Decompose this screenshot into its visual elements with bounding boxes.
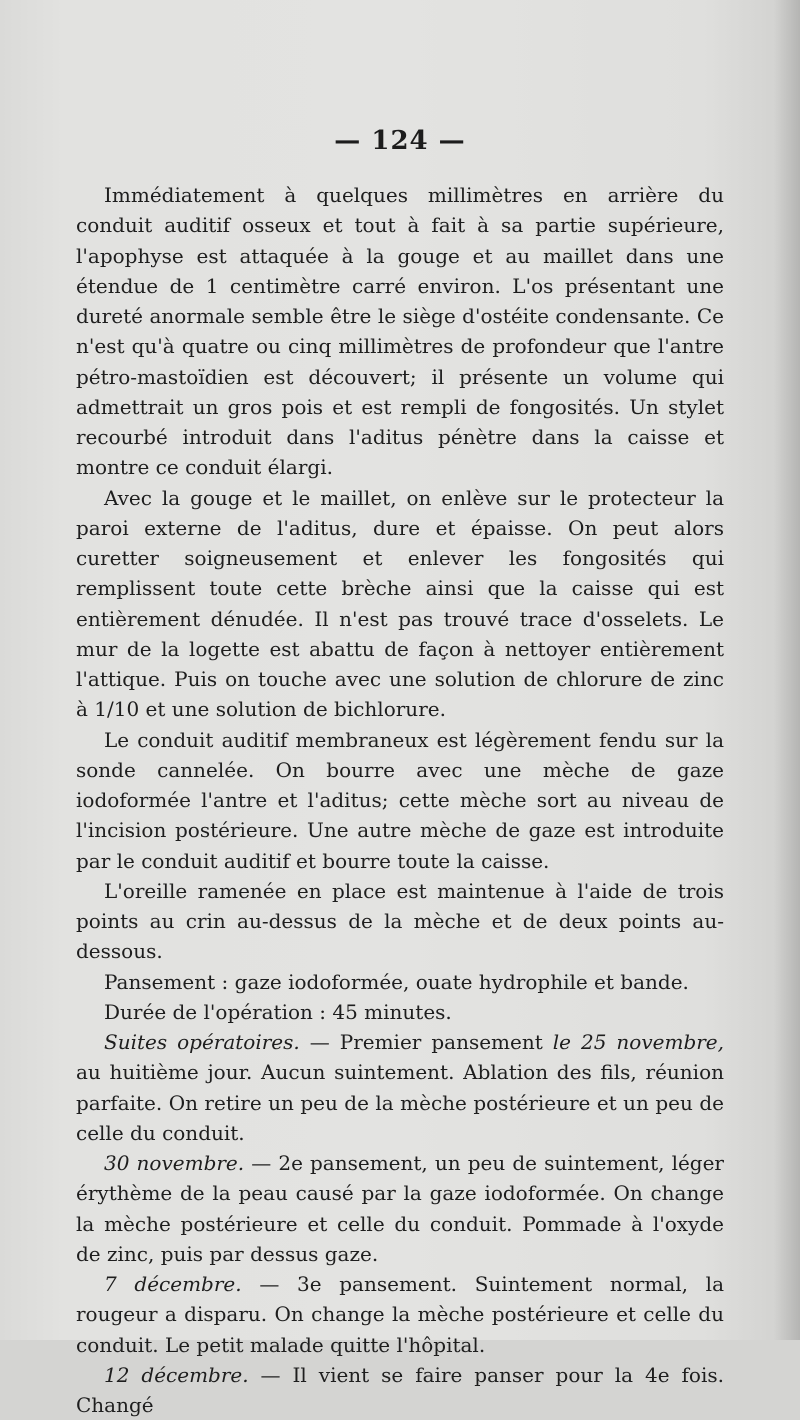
paragraph (76, 1360, 724, 1420)
paragraph-text: — Il vient se faire panser pour la 4e fois. Changé (76, 1362, 724, 1417)
paragraph-text: Le conduit auditif membraneux est légèrement fendu sur la sonde cannelée. On bourre avec une mèche de gaze iodoformée l'antre et l'aditus; cette mèche sort au niveau de l'incision postérieure. Une autre mèche de gaze est introduite par le conduit auditif et bourre toute la caisse. (76, 727, 724, 873)
paragraph (76, 1148, 724, 1269)
paragraph-text: Pansement : gaze iodoformée, ouate hydrophile et bande. (104, 969, 689, 994)
paragraph-text: L'oreille ramenée en place est maintenue à l'aide de trois points au crin au-dessus de la mèche et de deux points au-dessous. (76, 878, 724, 964)
paragraph (76, 483, 724, 725)
paragraph-text: Durée de l'opération : 45 minutes. (104, 999, 452, 1024)
date: 30 novembre. (104, 1151, 245, 1175)
paragraph-text: — 3e pansement. Suintement normal, la rougeur a disparu. On change la mèche postérieure et celle du conduit. Le petit malade quitte l'hôpital. (76, 1272, 725, 1357)
paragraph-text: Avec la gouge et le maillet, on enlève sur le protecteur la paroi externe de l'aditus, dure et épaisse. On peut alors curetter soigneusement et enlever les fongosités qui remplissent toute cette brèche ainsi que la caisse qui est entièrement dénudée. Il n'est pas trouvé trace d'osselets. Le mur de la logette est abattu de façon à nettoyer entièrement l'attique. Puis on touche avec une solution de chlorure de zinc à 1/10 et une solution de bichlorure. (76, 485, 724, 722)
paragraph (76, 1027, 724, 1148)
paragraph (76, 967, 724, 997)
page-edge-shadow (774, 0, 800, 1340)
paragraph (76, 997, 724, 1027)
paragraph (76, 180, 724, 483)
paragraph-text: au huitième jour. Aucun suintement. Ablation des fils, réunion parfaite. On retire un peu de la mèche postérieure et un peu de celle du conduit. (76, 1060, 724, 1145)
paragraph (76, 725, 724, 876)
paragraph (76, 1269, 724, 1360)
paragraph (76, 876, 724, 967)
body-text (76, 180, 724, 1420)
date: 12 décembre. (104, 1362, 249, 1387)
date: 7 décembre. (104, 1272, 242, 1296)
paragraph-text: Immédiatement à quelques millimètres en arrière du conduit auditif osseux et tout à fait à sa partie supérieure, l'apophyse est attaquée à la gouge et au maillet dans une étendue de 1 centimètre carré environ. L'os présentant une dureté anormale semble être le siège d'ostéite condensante. Ce n'est qu'à quatre ou cinq millimètres de profondeur que l'antre pétro-mastoïdien est découvert; il présente un volume qui admettrait un gros pois et est rempli de fongosités. Un stylet recourbé introduit dans l'aditus pénètre dans la caisse et montre ce conduit élargi. (76, 183, 724, 480)
page-number: — 124 — (334, 126, 466, 156)
paragraph-text: — 2e pansement, un peu de suintement, léger érythème de la peau causé par la gaze iodoformée. On change la mèche postérieure et celle du conduit. Pommade à l'oxyde de zinc, puis par dessus gaze. (76, 1151, 724, 1266)
section-lead: Suites opératoires. (104, 1030, 300, 1054)
paragraph-text: — Premier pansement (299, 1030, 553, 1054)
date: le 25 novembre, (552, 1030, 724, 1054)
